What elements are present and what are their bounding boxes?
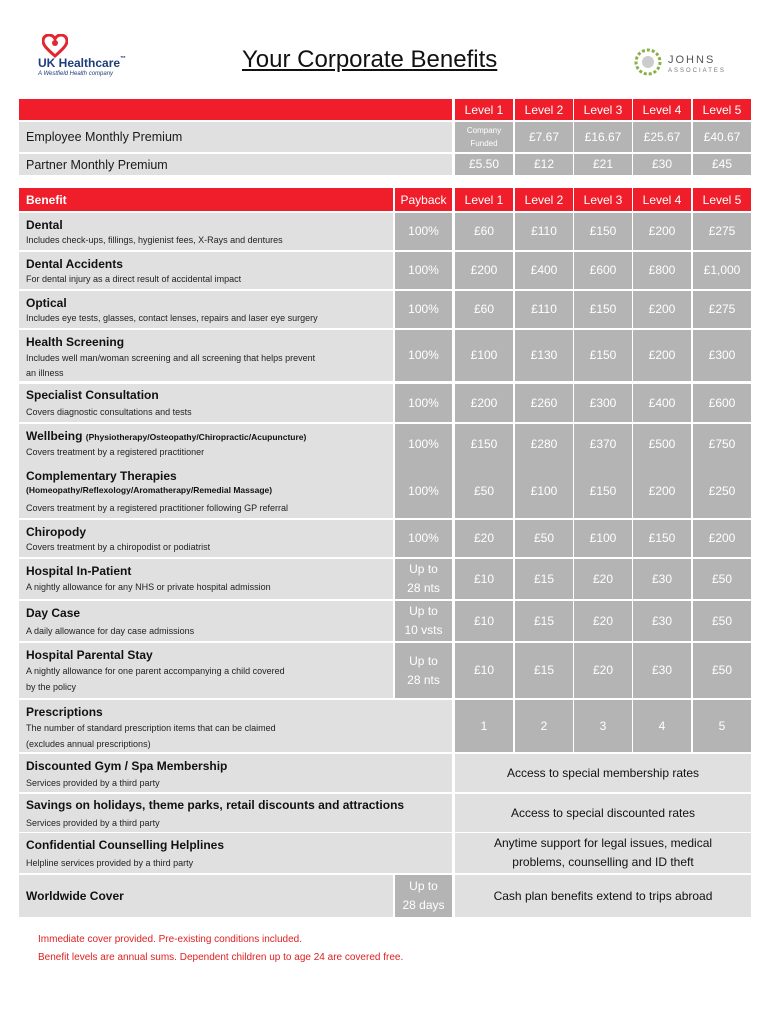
benefit-name xyxy=(26,798,404,812)
benefit-amount: £130 xyxy=(530,348,558,362)
level-value-cell xyxy=(574,424,632,464)
premium-value xyxy=(574,154,632,175)
header-label: Level 4 xyxy=(642,192,682,207)
benefit-amount: £30 xyxy=(651,663,673,677)
benefit-name-text: Optical xyxy=(26,296,67,310)
benefit-name-text: Discounted Gym / Spa Membership xyxy=(26,759,228,773)
level-value-cell xyxy=(633,601,691,641)
line: Up to xyxy=(409,562,438,576)
level-column-header xyxy=(574,188,632,211)
benefit-amount: £400 xyxy=(530,263,558,277)
level-value-cell xyxy=(574,291,632,328)
payback-value: 100% xyxy=(408,302,439,316)
premium-value xyxy=(574,122,632,152)
benefit-amount: £150 xyxy=(470,436,498,451)
benefit-amount: £260 xyxy=(530,395,558,410)
payback-value xyxy=(404,602,442,640)
premium-header-bar xyxy=(19,99,452,120)
benefit-amount: £800 xyxy=(648,263,676,277)
benefit-amount: £500 xyxy=(648,436,676,451)
benefit-amount: 4 xyxy=(658,718,666,733)
level-label: Level 2 xyxy=(524,102,564,117)
level-value-cell xyxy=(455,601,513,641)
level-value-cell xyxy=(515,424,573,464)
benefit-span-cell xyxy=(455,875,751,917)
benefit-description: Services provided by a third party xyxy=(26,778,160,788)
level-label: Level 5 xyxy=(702,102,742,117)
benefit-name xyxy=(26,648,153,662)
benefit-row xyxy=(19,794,452,832)
premium-amount: £16.67 xyxy=(584,129,622,144)
footnote: Immediate cover provided. Pre-existing conditions included. xyxy=(38,934,303,945)
line: 28 nts xyxy=(407,672,440,687)
benefit-amount: £200 xyxy=(470,263,498,277)
payback-cell xyxy=(395,559,452,599)
premium-amount: £25.67 xyxy=(643,129,681,144)
payback-value: 100% xyxy=(408,436,439,451)
payback-cell xyxy=(395,464,452,518)
benefit-name-text: Worldwide Cover xyxy=(26,889,124,903)
premium-row-employee xyxy=(19,122,452,152)
logo-name: JOHNS xyxy=(668,54,716,66)
level-value-cell xyxy=(515,700,573,752)
benefit-amount: £15 xyxy=(533,663,555,677)
benefit-span-text xyxy=(494,834,712,872)
payback-value: 100% xyxy=(408,483,439,498)
benefit-amount: £600 xyxy=(708,395,736,410)
premium-level-header xyxy=(693,99,751,120)
level-value-cell xyxy=(693,252,751,289)
benefit-name xyxy=(26,335,124,349)
payback-cell xyxy=(395,252,452,289)
benefit-amount: £20 xyxy=(592,663,614,677)
benefit-description: Covers treatment by a registered practitioner xyxy=(26,447,205,457)
benefit-name-text: Dental Accidents xyxy=(26,257,123,271)
company-funded-text xyxy=(467,124,501,150)
benefit-description: Covers diagnostic consultations and tests xyxy=(26,407,192,417)
level-value-cell xyxy=(693,643,751,698)
benefit-amount: £10 xyxy=(473,571,495,586)
benefit-description: Includes well man/woman screening and all screening that helps prevent xyxy=(26,353,316,363)
benefit-name-text: Health Screening xyxy=(26,335,125,349)
line: Up to xyxy=(409,653,438,668)
benefit-name xyxy=(26,429,306,443)
benefit-span-text: Access to special membership rates xyxy=(506,765,700,780)
premium-amount: £7.67 xyxy=(528,129,560,144)
premium-value xyxy=(455,154,513,175)
benefit-amount: 5 xyxy=(718,718,726,733)
benefit-description: Helpline services provided by a third party xyxy=(26,858,194,868)
level-value-cell xyxy=(693,520,751,557)
row-label: Partner Monthly Premium xyxy=(26,157,168,172)
payback-column-header xyxy=(395,188,452,211)
level-value-cell xyxy=(574,700,632,752)
benefit-amount: £110 xyxy=(531,302,557,316)
benefit-amount: £150 xyxy=(589,224,617,238)
level-value-cell xyxy=(455,424,513,464)
wreath-logo-icon xyxy=(632,45,664,79)
benefit-name-text: Day Case xyxy=(26,606,81,620)
level-value-cell xyxy=(515,213,573,250)
payback-cell xyxy=(395,384,452,422)
level-value-cell xyxy=(633,424,691,464)
benefit-row xyxy=(19,833,452,873)
premium-row-partner xyxy=(19,154,452,175)
benefit-amount: £20 xyxy=(473,531,495,545)
payback-cell xyxy=(395,330,452,381)
benefit-name xyxy=(26,296,67,310)
benefit-amount: £600 xyxy=(589,263,617,277)
payback-cell xyxy=(395,520,452,557)
benefit-name-text: Specialist Consultation xyxy=(26,388,159,402)
benefit-amount: £300 xyxy=(589,395,617,410)
level-value-cell xyxy=(633,643,691,698)
benefit-amount: £100 xyxy=(589,531,617,545)
level-value-cell xyxy=(633,700,691,752)
header-label: Level 5 xyxy=(702,192,742,207)
level-value-cell xyxy=(574,464,632,518)
premium-level-header xyxy=(455,99,513,120)
payback-cell xyxy=(395,601,452,641)
benefit-description: A daily allowance for day case admissions xyxy=(26,626,195,636)
benefit-amount: £280 xyxy=(530,436,558,451)
benefit-description: Services provided by a third party xyxy=(26,818,160,828)
benefit-span-cell xyxy=(455,833,751,873)
premium-amount: £30 xyxy=(651,157,673,171)
line: Anytime support for legal issues, medical xyxy=(493,836,713,850)
row-label: Employee Monthly Premium xyxy=(26,130,183,144)
level-value-cell xyxy=(693,330,751,381)
benefit-amount: £50 xyxy=(711,613,733,628)
benefit-span-cell xyxy=(455,794,751,832)
benefit-amount: £20 xyxy=(592,613,614,628)
level-value-cell xyxy=(515,601,573,641)
benefit-amount: £15 xyxy=(533,571,555,586)
level-value-cell xyxy=(455,213,513,250)
logo-sub: ASSOCIATES xyxy=(668,68,726,74)
benefit-amount: £200 xyxy=(708,531,736,545)
benefit-amount: £60 xyxy=(473,302,495,316)
level-column-header xyxy=(515,188,573,211)
benefit-name-text: Chiropody xyxy=(26,525,86,539)
benefit-row xyxy=(19,754,452,792)
benefit-column-header xyxy=(19,188,393,211)
benefit-amount: £10 xyxy=(473,663,495,677)
benefit-amount: £200 xyxy=(648,348,676,362)
level-value-cell xyxy=(574,384,632,422)
benefit-amount: £100 xyxy=(530,483,558,498)
benefit-description: an illness xyxy=(26,368,64,378)
payback-cell xyxy=(395,424,452,464)
level-value-cell xyxy=(515,559,573,599)
premium-amount: £45 xyxy=(711,157,733,171)
benefit-amount: £1,000 xyxy=(703,263,741,277)
benefit-amount: £370 xyxy=(589,436,617,451)
benefit-name-detail: (Physiotherapy/Osteopathy/Chiropractic/Acupuncture) xyxy=(85,432,307,442)
benefit-amount: £10 xyxy=(473,613,495,628)
benefit-description: A nightly allowance for any NHS or private hospital admission xyxy=(26,582,271,592)
benefit-name xyxy=(26,257,123,271)
level-label: Level 3 xyxy=(583,102,623,117)
premium-value xyxy=(515,122,573,152)
benefit-row xyxy=(19,601,393,641)
level-value-cell xyxy=(693,700,751,752)
premium-value xyxy=(633,154,691,175)
benefit-amount: £275 xyxy=(708,224,736,238)
benefit-row xyxy=(19,464,393,518)
payback-value xyxy=(402,877,444,915)
benefit-span-text: Cash plan benefits extend to trips abroad xyxy=(493,888,713,903)
payback-value xyxy=(407,652,440,690)
benefit-description: Includes eye tests, glasses, contact lenses, repairs and laser eye surgery xyxy=(26,313,318,323)
benefit-amount: £200 xyxy=(648,483,676,498)
benefit-name-text: Confidential Counselling Helplines xyxy=(26,838,225,852)
benefit-row xyxy=(19,520,393,557)
level-value-cell xyxy=(693,213,751,250)
level-value-cell xyxy=(455,559,513,599)
benefit-amount: £50 xyxy=(711,663,733,677)
benefit-row xyxy=(19,330,393,381)
level-value-cell xyxy=(633,213,691,250)
benefit-name-text: Wellbeing xyxy=(26,429,83,443)
benefit-name xyxy=(26,606,80,620)
benefit-row xyxy=(19,291,393,328)
premium-level-header xyxy=(574,99,632,120)
benefit-description: For dental injury as a direct result of accidental impact xyxy=(26,274,242,284)
heart-logo-icon xyxy=(42,34,68,58)
benefit-name xyxy=(26,889,124,903)
level-column-header xyxy=(693,188,751,211)
benefit-amount: £150 xyxy=(589,302,617,316)
page-title: Your Corporate Benefits xyxy=(242,46,498,73)
level-value-cell xyxy=(693,384,751,422)
line: 10 vsts xyxy=(404,623,443,637)
premium-value xyxy=(633,122,691,152)
level-value-cell xyxy=(455,330,513,381)
line: Up to xyxy=(409,879,438,893)
header-label: Level 2 xyxy=(524,192,564,207)
level-value-cell xyxy=(633,291,691,328)
benefit-amount: £150 xyxy=(589,348,617,362)
benefit-row xyxy=(19,875,393,917)
level-label: Level 1 xyxy=(464,102,504,117)
benefit-amount: £50 xyxy=(711,571,733,586)
level-value-cell xyxy=(574,330,632,381)
benefit-row xyxy=(19,384,393,422)
benefit-amount: £275 xyxy=(708,302,736,316)
benefit-description: by the policy xyxy=(26,682,77,692)
level-value-cell xyxy=(515,643,573,698)
level-value-cell xyxy=(574,559,632,599)
level-value-cell xyxy=(633,559,691,599)
benefit-row xyxy=(19,424,393,464)
level-value-cell xyxy=(574,643,632,698)
header-label: Level 1 xyxy=(464,192,504,207)
level-value-cell xyxy=(515,520,573,557)
level-value-cell xyxy=(693,559,751,599)
premium-amount: £5.50 xyxy=(468,157,500,171)
level-value-cell xyxy=(515,464,573,518)
line: Company xyxy=(466,126,502,135)
benefit-description: The number of standard prescription items that can be claimed xyxy=(26,723,276,733)
benefit-amount: £250 xyxy=(708,483,736,498)
benefit-name-text: Complementary Therapies xyxy=(26,469,177,483)
benefit-amount: 2 xyxy=(540,718,548,733)
benefit-name xyxy=(26,564,131,578)
premium-amount: £40.67 xyxy=(703,129,741,144)
benefit-name xyxy=(26,525,86,539)
benefit-name-detail: (Homeopathy/Reflexology/Aromatherapy/Remedial Massage) xyxy=(26,485,273,495)
level-value-cell xyxy=(633,330,691,381)
benefit-amount: £300 xyxy=(708,348,736,362)
benefit-description: A nightly allowance for one parent accompanying a child covered xyxy=(26,666,285,676)
payback-cell xyxy=(395,875,452,917)
header-label: Benefit xyxy=(26,192,67,207)
benefit-amount: £50 xyxy=(473,483,495,498)
level-label: Level 4 xyxy=(642,102,682,117)
logo-name: UK Healthcare™ xyxy=(38,56,127,70)
line: Up to xyxy=(409,604,438,618)
benefit-name xyxy=(26,838,224,852)
benefit-amount: £200 xyxy=(648,224,676,238)
line: Funded xyxy=(470,139,498,148)
header-label: Payback xyxy=(400,192,447,207)
logo-tagline: A Westfield Health company xyxy=(38,71,114,77)
benefit-name xyxy=(26,469,177,483)
benefit-amount: £750 xyxy=(708,436,736,451)
benefit-amount: £150 xyxy=(589,483,617,498)
payback-value: 100% xyxy=(408,395,439,410)
line: 28 days xyxy=(402,898,445,912)
level-value-cell xyxy=(455,464,513,518)
level-value-cell xyxy=(574,601,632,641)
benefit-amount: £50 xyxy=(533,531,555,545)
level-value-cell xyxy=(574,520,632,557)
premium-company-funded xyxy=(455,122,513,152)
benefit-amount: £110 xyxy=(531,224,557,238)
level-value-cell xyxy=(455,252,513,289)
benefit-amount: 3 xyxy=(599,718,607,733)
header-label: Level 3 xyxy=(583,192,623,207)
level-value-cell xyxy=(693,464,751,518)
level-value-cell xyxy=(455,700,513,752)
payback-cell xyxy=(395,643,452,698)
benefit-span-cell xyxy=(455,754,751,792)
premium-level-header xyxy=(633,99,691,120)
level-value-cell xyxy=(515,330,573,381)
benefit-amount: £200 xyxy=(470,395,498,410)
premium-amount: £12 xyxy=(533,157,555,171)
benefit-name-text: Savings on holidays, theme parks, retail discounts and attractions xyxy=(26,798,405,812)
johns-associates-logo xyxy=(632,45,742,81)
level-value-cell xyxy=(693,601,751,641)
level-value-cell xyxy=(455,520,513,557)
level-value-cell xyxy=(455,643,513,698)
payback-value: 100% xyxy=(408,224,439,238)
payback-value xyxy=(407,560,440,598)
level-value-cell xyxy=(574,213,632,250)
premium-level-header xyxy=(515,99,573,120)
benefit-description: Covers treatment by a registered practitioner following GP referral xyxy=(26,503,288,513)
benefit-name-text: Hospital In-Patient xyxy=(26,564,132,578)
level-value-cell xyxy=(515,384,573,422)
benefit-name xyxy=(26,759,227,773)
payback-value: 100% xyxy=(408,531,439,545)
premium-amount: £21 xyxy=(592,157,614,171)
payback-cell xyxy=(395,291,452,328)
benefit-description: Includes check-ups, fillings, hygienist fees, X-Rays and dentures xyxy=(26,235,283,245)
benefit-amount: £20 xyxy=(592,571,614,586)
level-value-cell xyxy=(515,291,573,328)
benefit-row xyxy=(19,643,393,698)
level-value-cell xyxy=(455,384,513,422)
benefit-name xyxy=(26,388,159,402)
benefit-amount: £60 xyxy=(473,224,495,238)
benefit-name xyxy=(26,218,63,232)
premium-value xyxy=(515,154,573,175)
benefit-description: Covers treatment by a chiropodist or podiatrist xyxy=(26,542,211,552)
benefit-name xyxy=(26,705,103,719)
level-value-cell xyxy=(633,252,691,289)
level-value-cell xyxy=(515,252,573,289)
benefit-row xyxy=(19,700,452,752)
benefit-amount: £400 xyxy=(648,395,676,410)
payback-value: 100% xyxy=(408,348,439,362)
benefit-amount: £100 xyxy=(470,348,498,362)
benefit-name-text: Hospital Parental Stay xyxy=(26,648,153,662)
level-value-cell xyxy=(633,464,691,518)
benefit-span-text: Access to special discounted rates xyxy=(510,805,696,820)
benefit-name-text: Dental xyxy=(26,218,63,232)
footnote: Benefit levels are annual sums. Dependent children up to age 24 are covered free. xyxy=(38,952,404,963)
benefit-row xyxy=(19,213,393,250)
line: problems, counselling and ID theft xyxy=(512,855,694,869)
benefit-amount: £150 xyxy=(648,531,676,545)
line: 28 nts xyxy=(407,581,440,595)
level-value-cell xyxy=(693,424,751,464)
level-value-cell xyxy=(693,291,751,328)
benefit-amount: £15 xyxy=(533,613,555,628)
benefit-amount: £30 xyxy=(651,571,673,586)
benefit-row xyxy=(19,559,393,599)
premium-value xyxy=(693,154,751,175)
benefit-description: (excludes annual prescriptions) xyxy=(26,739,151,749)
uk-healthcare-logo xyxy=(38,34,148,79)
benefit-row xyxy=(19,252,393,289)
benefit-amount: £200 xyxy=(648,302,676,316)
premium-value xyxy=(693,122,751,152)
level-column-header xyxy=(455,188,513,211)
benefit-amount: £30 xyxy=(651,613,673,628)
payback-cell xyxy=(395,213,452,250)
level-value-cell xyxy=(455,291,513,328)
benefit-name-text: Prescriptions xyxy=(26,705,103,719)
level-value-cell xyxy=(633,384,691,422)
level-value-cell xyxy=(574,252,632,289)
level-column-header xyxy=(633,188,691,211)
payback-value: 100% xyxy=(408,263,439,277)
benefit-amount: 1 xyxy=(480,718,488,733)
level-value-cell xyxy=(633,520,691,557)
